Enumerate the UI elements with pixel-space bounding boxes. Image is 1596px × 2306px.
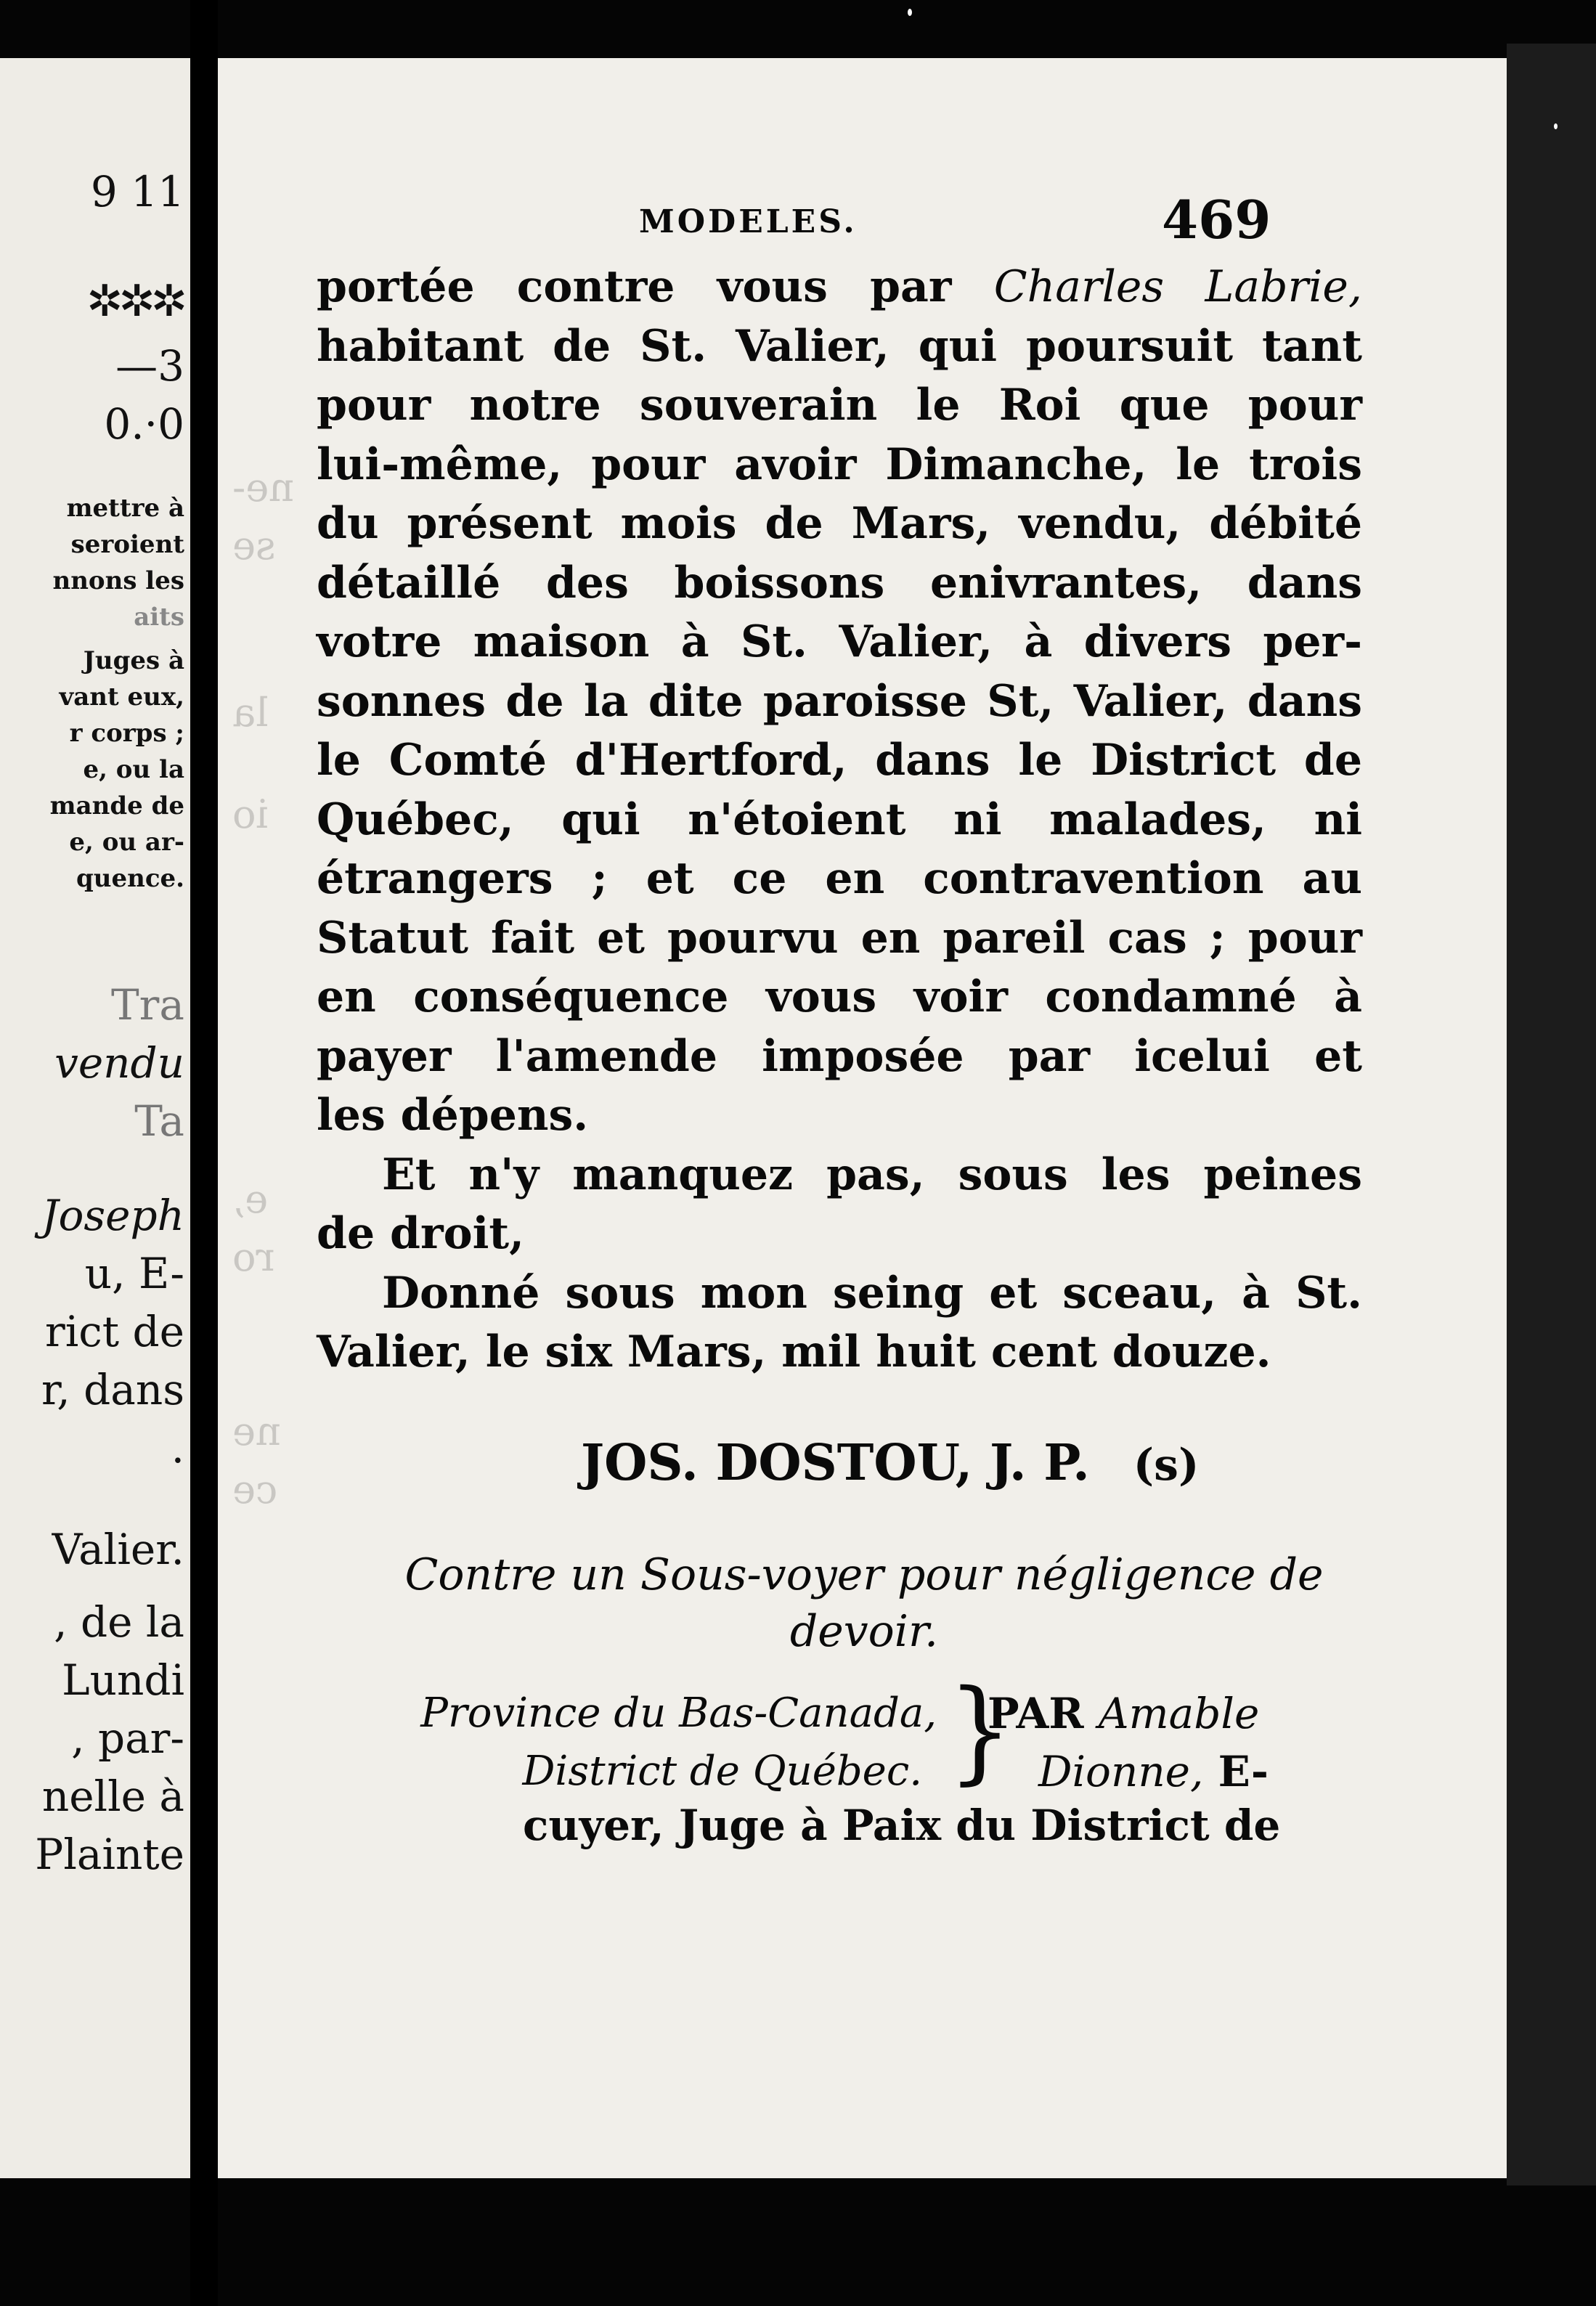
left-fragment-line: r corps ; xyxy=(69,719,184,748)
body-line-text: de droit, xyxy=(317,1208,524,1259)
issuer-title-fragment: E- xyxy=(1203,1747,1269,1796)
left-fragment-line: u, E- xyxy=(84,1249,184,1298)
issuer-surname: Dionne, xyxy=(1038,1747,1204,1796)
ornament-fleuron: ✲✲✲ xyxy=(86,276,183,327)
left-fragment-line: Tra xyxy=(111,980,184,1030)
left-fragment-line: e, ou ar- xyxy=(69,828,184,857)
district-line: District de Québec. xyxy=(522,1748,922,1795)
left-fragment-line: seroient xyxy=(70,530,184,559)
jurisdiction-venue xyxy=(305,1684,937,1801)
body-line-text: détaillé des boissons enivrantes, dans xyxy=(317,557,1362,608)
form-heading-line: Contre un Sous-voyer pour négligence de xyxy=(404,1549,1324,1600)
left-fragment-line: . xyxy=(171,1423,184,1472)
bleed-through-mark: e, xyxy=(232,1176,269,1222)
body-line xyxy=(317,317,1362,377)
signature-mark: (s) xyxy=(1133,1440,1200,1491)
form-heading xyxy=(290,1547,1438,1660)
body-line xyxy=(317,258,1362,317)
running-title: MODELES. xyxy=(639,203,858,240)
body-line xyxy=(317,554,1362,614)
left-fragment-line: mande de xyxy=(49,791,184,820)
body-line xyxy=(317,1264,1362,1324)
body-line-text: Statut fait et pourvu en pareil cas ; pour xyxy=(317,912,1362,963)
body-line xyxy=(317,1146,1362,1205)
body-line-text: Valier, le six Mars, mil huit cent douze. xyxy=(317,1327,1271,1377)
left-fragment-line: Lundi xyxy=(62,1655,184,1705)
left-fragment-line: nelle à xyxy=(41,1772,184,1821)
left-fragment-line: Joseph xyxy=(41,1191,184,1240)
body-line-text: étrangers ; et ce en contravention au xyxy=(317,853,1362,904)
body-line xyxy=(317,1086,1362,1146)
left-fragment-line: quence. xyxy=(76,864,184,893)
book-gutter xyxy=(190,0,218,2306)
body-line-text: sonnes de la dite paroisse St, Valier, dans xyxy=(317,675,1362,727)
body-line xyxy=(317,1323,1362,1382)
bleed-through-mark: se xyxy=(232,523,276,569)
body-line-text: Québec, qui n'étoient ni malades, ni xyxy=(317,794,1362,845)
body-line-text: en conséquence vous voir condamné à xyxy=(317,971,1362,1022)
bleed-through-mark: ce xyxy=(232,1467,278,1512)
body-line-text: payer l'amende imposée par icelui et xyxy=(317,1030,1362,1082)
left-fragment-line: Valier. xyxy=(52,1525,184,1574)
page-header xyxy=(218,189,1507,250)
body-line xyxy=(317,613,1362,672)
bleed-through-mark: la xyxy=(232,690,269,736)
body-line-text: pour notre souverain le Roi que pour xyxy=(317,380,1362,431)
brace-glyph: } xyxy=(948,1666,1013,1797)
body-line xyxy=(317,1027,1362,1087)
book-edge xyxy=(1507,44,1596,2185)
current-page xyxy=(218,58,1507,2178)
body-line-italic: Charles Labrie, xyxy=(993,261,1362,312)
body-line xyxy=(317,850,1362,909)
body-line xyxy=(317,494,1362,554)
left-fragment-line: aits xyxy=(134,603,184,632)
body-line-text: votre maison à St. Valier, à divers per- xyxy=(317,616,1362,667)
body-line xyxy=(317,436,1362,495)
left-fragment-line: vant eux, xyxy=(59,683,184,712)
continuation-line: cuyer, Juge à Paix du District de xyxy=(523,1801,1281,1850)
left-fragment-line: , de la xyxy=(54,1597,184,1647)
body-line xyxy=(317,968,1362,1027)
bleed-through-mark: ne- xyxy=(232,465,294,510)
form-heading-line: devoir. xyxy=(789,1606,939,1657)
bleed-through-mark: io xyxy=(232,791,269,837)
body-line xyxy=(317,376,1362,436)
body-line xyxy=(317,909,1362,969)
left-fragment-line: mettre à xyxy=(66,494,184,523)
body-line xyxy=(317,1205,1362,1264)
left-fragment-line: Ta xyxy=(134,1096,184,1146)
issuer-line xyxy=(988,1684,1438,1743)
left-fragment-line: , par- xyxy=(71,1714,184,1763)
scan-speck xyxy=(908,9,912,16)
body-line-text: lui-même, pour avoir Dimanche, le trois xyxy=(317,439,1362,490)
signatory-name: JOS. DOSTOU, J. P. xyxy=(581,1434,1090,1492)
bleed-through-mark: ne xyxy=(232,1409,281,1454)
issuer-prefix: PAR xyxy=(988,1689,1099,1738)
body-line-text: du présent mois de Mars, vendu, débité xyxy=(317,498,1362,549)
signature-line xyxy=(581,1434,1199,1492)
left-fragment-line: —3 xyxy=(115,341,184,391)
body-text xyxy=(317,258,1362,1382)
body-line xyxy=(317,791,1362,850)
province-line: Province du Bas-Canada, xyxy=(420,1690,937,1737)
body-line-text: habitant de St. Valier, qui poursuit tant xyxy=(317,320,1362,372)
previous-page-fragment xyxy=(0,58,190,2178)
bleed-through-mark: ro xyxy=(232,1234,275,1280)
left-fragment-line: rict de xyxy=(45,1307,184,1356)
issuer-first-name: Amable xyxy=(1098,1689,1260,1738)
left-fragment-line: r, dans xyxy=(41,1365,184,1414)
body-line-text: Et n'y manquez pas, sous les peines xyxy=(382,1149,1362,1200)
body-line xyxy=(317,672,1362,732)
issuer-block xyxy=(988,1684,1438,1801)
body-line-text: portée contre vous par xyxy=(317,261,994,312)
left-fragment-line: 0.·0 xyxy=(104,399,184,449)
left-fragment-line: Plainte xyxy=(35,1830,184,1879)
scan-speck xyxy=(1554,123,1558,129)
page-number: 469 xyxy=(1162,189,1271,250)
body-line-text: les dépens. xyxy=(317,1090,589,1141)
left-fragment-line: Juges à xyxy=(83,646,184,675)
body-line xyxy=(317,731,1362,791)
left-fragment-line: vendu xyxy=(54,1038,184,1088)
left-fragment-line: e, ou la xyxy=(83,755,184,784)
issuer-line xyxy=(988,1743,1438,1801)
body-line-text: le Comté d'Hertford, dans le District de xyxy=(317,735,1362,786)
left-fragment-line: nnons les xyxy=(52,566,184,595)
body-line-text: Donné sous mon seing et sceau, à St. xyxy=(382,1267,1362,1319)
left-fragment-line: 9 11 xyxy=(90,167,184,216)
